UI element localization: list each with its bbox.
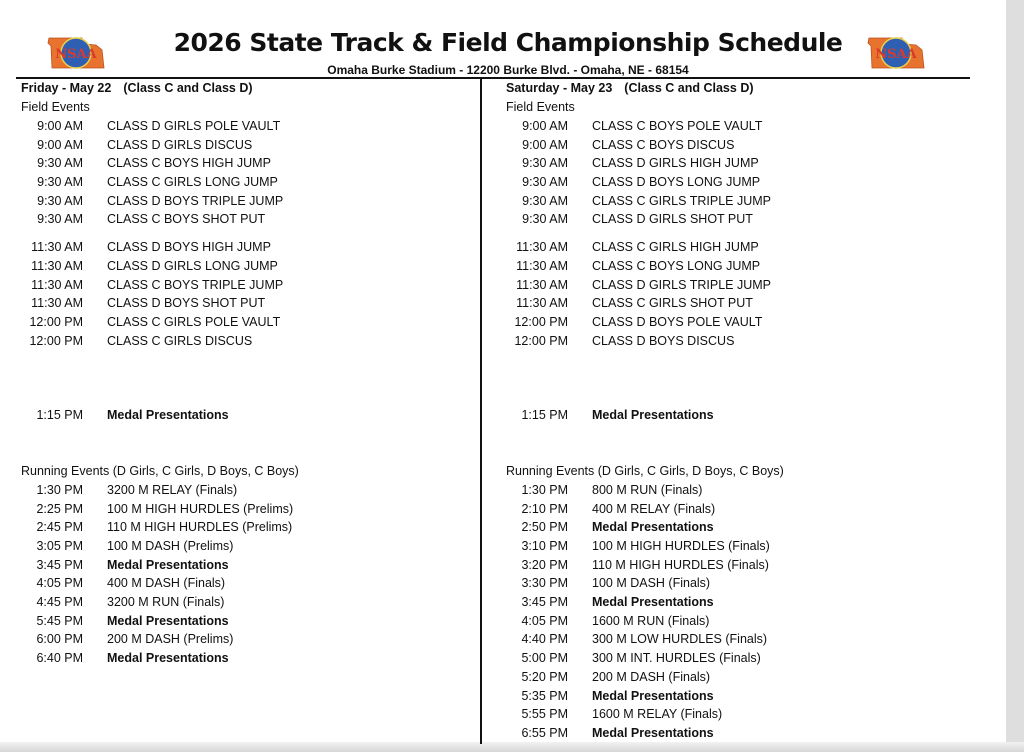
schedule-row	[506, 294, 956, 313]
column-divider	[480, 79, 482, 744]
event-time: 6:00 PM	[36, 632, 83, 647]
event-time: 9:30 AM	[522, 175, 568, 190]
event-name: 110 M HIGH HURDLES (Finals)	[592, 557, 769, 572]
schedule-row	[21, 537, 471, 556]
event-time: 1:15 PM	[521, 408, 568, 423]
event-time: 12:00 PM	[514, 333, 568, 348]
event-time: 3:05 PM	[36, 539, 83, 553]
event-name: CLASS D GIRLS SHOT PUT	[592, 212, 753, 227]
schedule-row	[506, 117, 956, 136]
schedule-row	[506, 649, 956, 668]
event-name: CLASS C GIRLS TRIPLE JUMP	[592, 193, 771, 208]
event-name: CLASS D BOYS DISCUS	[592, 333, 735, 348]
running-events-list	[21, 481, 471, 668]
event-name: 200 M DASH (Prelims)	[107, 632, 234, 647]
nsaa-logo-right	[866, 34, 926, 72]
schedule-row	[21, 630, 471, 649]
viewer-bottom-edge	[0, 742, 1024, 752]
event-name: CLASS C GIRLS HIGH JUMP	[592, 240, 759, 255]
running-events-list	[506, 481, 956, 743]
schedule-row	[21, 481, 471, 500]
event-time: 9:30 AM	[522, 193, 568, 208]
event-name: Medal Presentations	[592, 520, 714, 535]
schedule-row	[506, 500, 956, 519]
event-time: 3:45 PM	[36, 557, 83, 572]
event-time: 2:10 PM	[521, 501, 568, 516]
event-name: CLASS D GIRLS TRIPLE JUMP	[592, 277, 771, 292]
event-name: Medal Presentations	[592, 595, 714, 610]
event-time: 11:30 AM	[31, 296, 83, 311]
event-time: 1:30 PM	[36, 482, 83, 497]
event-time: 11:30 AM	[516, 277, 568, 292]
medal-presentation-row	[506, 518, 956, 537]
class-label: (Class C and Class D)	[624, 81, 754, 95]
schedule-row	[21, 593, 471, 612]
event-name: 800 M RUN (Finals)	[592, 482, 703, 497]
event-name: Medal Presentations	[107, 613, 229, 628]
event-time: 9:30 AM	[37, 156, 83, 171]
event-time: 4:45 PM	[36, 595, 83, 610]
event-name: CLASS D GIRLS DISCUS	[107, 137, 253, 152]
event-name: Medal Presentations	[592, 688, 714, 703]
event-name: CLASS C BOYS POLE VAULT	[592, 119, 763, 133]
event-name: CLASS D BOYS LONG JUMP	[592, 175, 761, 190]
event-name: CLASS C BOYS HIGH JUMP	[107, 156, 271, 171]
day-label: Saturday - May 23	[506, 81, 613, 95]
saturday-heading	[506, 79, 956, 98]
event-name: 100 M DASH (Finals)	[592, 576, 711, 591]
event-time: 11:30 AM	[31, 277, 83, 292]
schedule-row	[21, 257, 471, 276]
schedule-row	[21, 294, 471, 313]
medal-presentation-row	[506, 724, 956, 743]
svg-text:NSAA: NSAA	[55, 47, 97, 62]
schedule-row	[21, 173, 471, 192]
event-time: 5:35 PM	[521, 688, 568, 703]
day-label: Friday - May 22	[21, 81, 112, 95]
medal-presentation-row	[21, 649, 471, 668]
event-time: 9:00 AM	[522, 119, 568, 133]
schedule-row	[21, 238, 471, 257]
event-time: 11:30 AM	[516, 296, 568, 311]
event-time: 12:00 PM	[514, 314, 568, 329]
event-name: CLASS D BOYS TRIPLE JUMP	[107, 193, 284, 208]
event-time: 1:15 PM	[36, 408, 83, 423]
event-name: CLASS D BOYS HIGH JUMP	[107, 240, 271, 255]
schedule-row	[21, 313, 471, 332]
class-label: (Class C and Class D)	[123, 81, 253, 95]
medal-presentation-row	[506, 593, 956, 612]
schedule-row	[506, 276, 956, 295]
field-events-morning	[21, 117, 471, 229]
event-name: Medal Presentations	[107, 408, 229, 423]
saturday-column	[506, 79, 956, 743]
field-events-late-morning	[506, 238, 956, 350]
schedule-row	[21, 500, 471, 519]
schedule-row	[21, 332, 471, 351]
page-title: 2026 State Track & Field Championship Schedule	[173, 28, 843, 57]
event-name: 300 M INT. HURDLES (Finals)	[592, 651, 761, 666]
event-name: 300 M LOW HURDLES (Finals)	[592, 632, 768, 647]
event-name: CLASS D BOYS POLE VAULT	[592, 314, 763, 329]
event-time: 9:00 AM	[37, 137, 83, 152]
event-time: 6:55 PM	[521, 725, 568, 740]
event-name: Medal Presentations	[592, 408, 714, 423]
event-time: 9:30 AM	[37, 175, 83, 190]
schedule-row	[506, 612, 956, 631]
field-events-heading: Field Events	[506, 100, 575, 114]
nsaa-logo-left	[46, 34, 106, 72]
viewer-edge	[1006, 0, 1024, 752]
event-time: 12:00 PM	[29, 333, 83, 348]
event-name: CLASS C BOYS DISCUS	[592, 137, 735, 152]
event-name: Medal Presentations	[592, 725, 714, 740]
schedule-row	[506, 332, 956, 351]
event-time: 3:30 PM	[521, 576, 568, 591]
schedule-row	[21, 518, 471, 537]
event-time: 4:05 PM	[521, 613, 568, 628]
schedule-row	[506, 705, 956, 724]
medal-presentation-row	[21, 612, 471, 631]
schedule-row	[506, 313, 956, 332]
svg-text:NSAA: NSAA	[875, 47, 917, 62]
event-time: 5:00 PM	[521, 651, 568, 666]
event-time: 5:20 PM	[521, 669, 568, 684]
schedule-row	[21, 210, 471, 229]
schedule-row	[21, 136, 471, 155]
schedule-row	[506, 173, 956, 192]
event-time: 4:05 PM	[36, 576, 83, 591]
event-time: 11:30 AM	[516, 240, 568, 255]
event-name: CLASS C GIRLS DISCUS	[107, 333, 253, 348]
schedule-row	[506, 574, 956, 593]
event-name: CLASS C GIRLS SHOT PUT	[592, 296, 753, 311]
event-time: 9:30 AM	[37, 193, 83, 208]
event-time: 3:20 PM	[521, 557, 568, 572]
schedule-row	[506, 154, 956, 173]
event-time: 9:30 AM	[522, 156, 568, 171]
venue-address: Omaha Burke Stadium - 12200 Burke Blvd. - Omaha, NE - 68154	[327, 63, 689, 77]
friday-heading	[21, 79, 471, 98]
friday-column	[21, 79, 471, 668]
schedule-row	[506, 556, 956, 575]
medal-presentation-row	[21, 406, 471, 425]
event-name: 3200 M RELAY (Finals)	[107, 482, 238, 497]
event-name: 110 M HIGH HURDLES (Prelims)	[107, 520, 293, 535]
event-time: 6:40 PM	[36, 651, 83, 666]
event-name: CLASS D GIRLS LONG JUMP	[107, 258, 278, 273]
event-time: 9:00 AM	[37, 119, 83, 133]
schedule-row	[506, 481, 956, 500]
schedule-row	[506, 257, 956, 276]
event-name: CLASS C BOYS TRIPLE JUMP	[107, 277, 284, 292]
running-events-heading: Running Events (D Girls, C Girls, D Boys, C Boys)	[506, 463, 784, 478]
schedule-row	[506, 238, 956, 257]
schedule-row	[506, 136, 956, 155]
event-name: CLASS C GIRLS POLE VAULT	[107, 314, 281, 329]
event-name: 100 M HIGH HURDLES (Finals)	[592, 539, 770, 553]
event-name: 400 M RELAY (Finals)	[592, 501, 716, 516]
medal-presentation-row	[506, 406, 956, 425]
medal-presentation-row	[21, 556, 471, 575]
field-events-morning	[506, 117, 956, 229]
event-name: 400 M DASH (Finals)	[107, 576, 226, 591]
schedule-row	[506, 537, 956, 556]
event-time: 11:30 AM	[31, 240, 83, 255]
medal-presentation-row	[506, 687, 956, 706]
event-time: 1:30 PM	[521, 482, 568, 497]
event-time: 11:30 AM	[516, 258, 568, 273]
event-time: 4:40 PM	[521, 632, 568, 647]
schedule-row	[21, 574, 471, 593]
event-time: 11:30 AM	[31, 258, 83, 273]
event-time: 9:00 AM	[522, 137, 568, 152]
event-name: 3200 M RUN (Finals)	[107, 595, 225, 610]
schedule-row	[21, 192, 471, 211]
event-time: 5:55 PM	[521, 707, 568, 722]
event-time: 9:30 AM	[37, 212, 83, 227]
schedule-row	[506, 630, 956, 649]
event-name: CLASS C GIRLS LONG JUMP	[107, 175, 278, 190]
schedule-row	[21, 154, 471, 173]
schedule-row	[506, 210, 956, 229]
event-name: CLASS C BOYS SHOT PUT	[107, 212, 266, 227]
event-time: 2:50 PM	[521, 520, 568, 535]
event-time: 9:30 AM	[522, 212, 568, 227]
schedule-row	[506, 668, 956, 687]
event-time: 2:45 PM	[36, 520, 83, 535]
event-name: 100 M DASH (Prelims)	[107, 539, 234, 553]
event-name: CLASS D GIRLS HIGH JUMP	[592, 156, 759, 171]
event-time: 12:00 PM	[29, 314, 83, 329]
event-time: 3:10 PM	[521, 539, 568, 553]
schedule-row	[506, 192, 956, 211]
field-events-late-morning	[21, 238, 471, 350]
event-name: CLASS D GIRLS POLE VAULT	[107, 119, 281, 133]
event-name: Medal Presentations	[107, 557, 229, 572]
event-name: 1600 M RELAY (Finals)	[592, 707, 723, 722]
event-name: CLASS C BOYS LONG JUMP	[592, 258, 761, 273]
event-time: 3:45 PM	[521, 595, 568, 610]
event-time: 2:25 PM	[36, 501, 83, 516]
event-name: Medal Presentations	[107, 651, 229, 666]
schedule-row	[21, 117, 471, 136]
running-events-heading: Running Events (D Girls, C Girls, D Boys, C Boys)	[21, 463, 299, 478]
event-name: 1600 M RUN (Finals)	[592, 613, 710, 628]
event-name: 200 M DASH (Finals)	[592, 669, 711, 684]
event-name: CLASS D BOYS SHOT PUT	[107, 296, 266, 311]
schedule-row	[21, 276, 471, 295]
event-name: 100 M HIGH HURDLES (Prelims)	[107, 501, 294, 516]
field-events-heading: Field Events	[21, 100, 90, 114]
event-time: 5:45 PM	[36, 613, 83, 628]
